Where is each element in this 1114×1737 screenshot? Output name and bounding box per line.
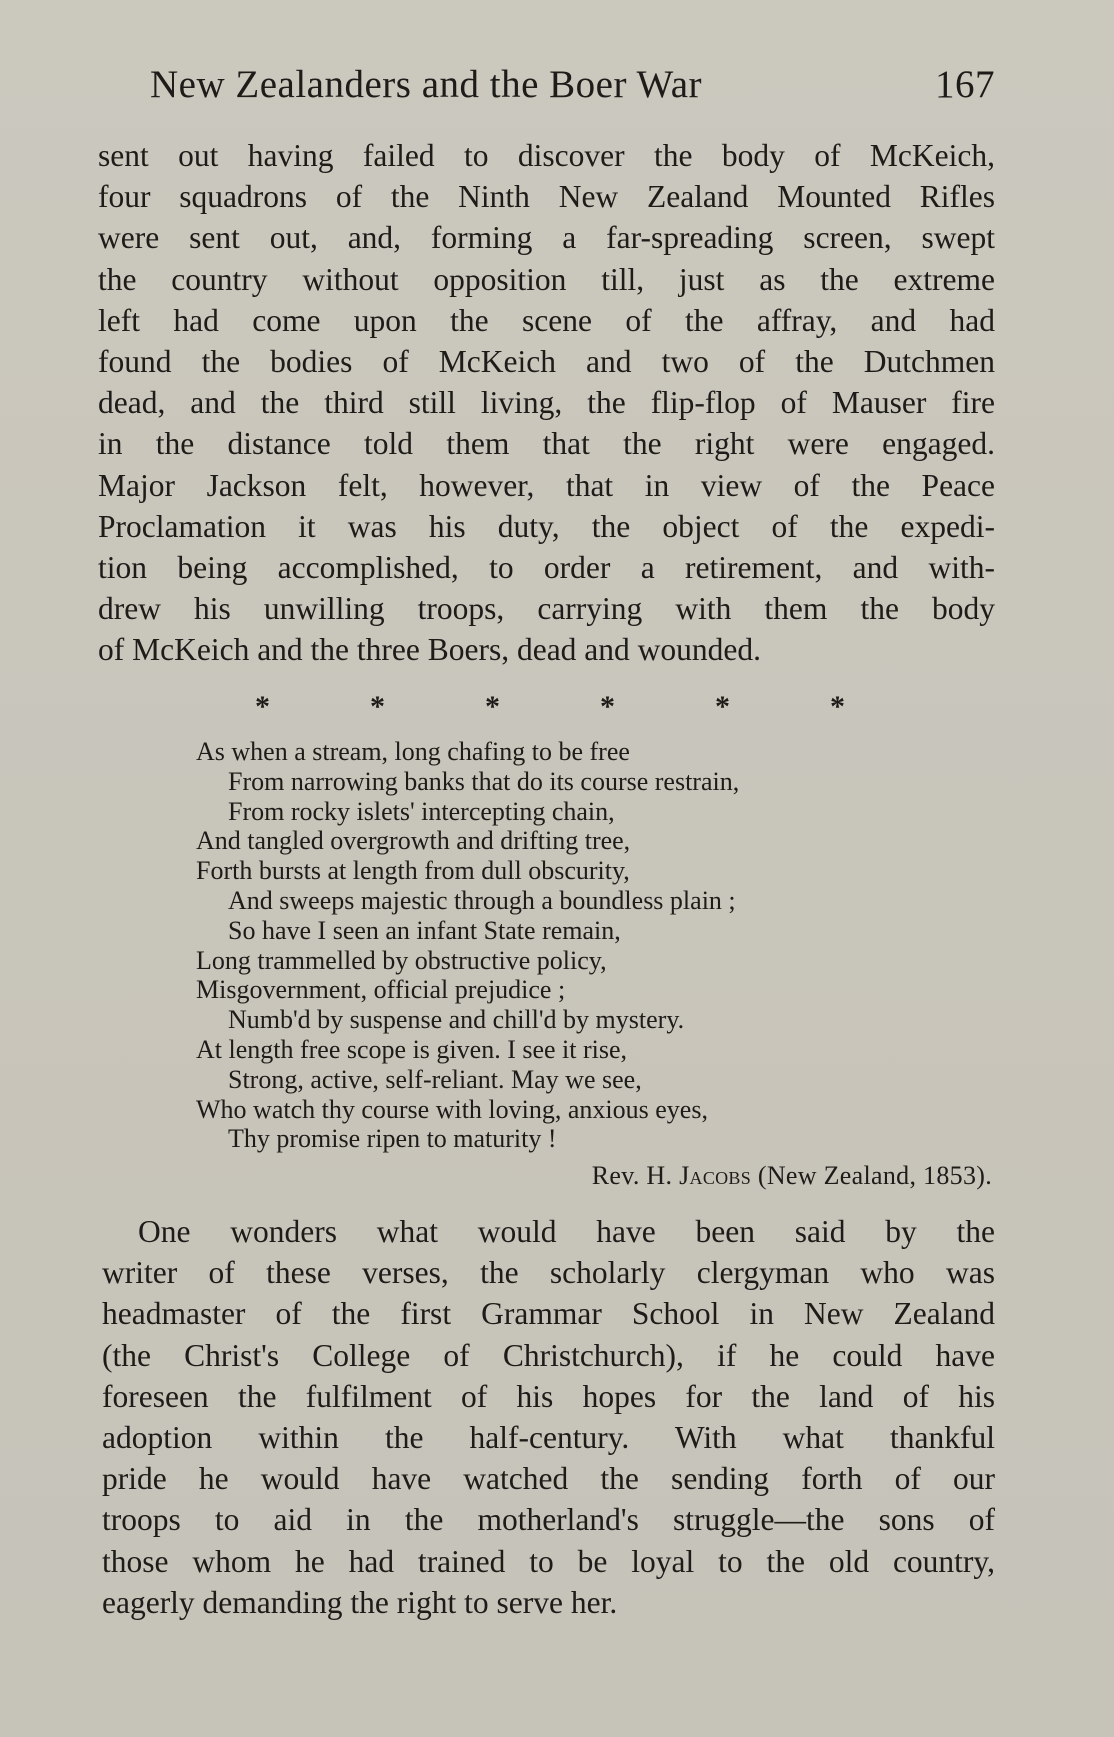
asterisk: *	[370, 690, 385, 723]
section-separator	[255, 690, 845, 724]
paragraph-2	[102, 1211, 995, 1623]
text-line: were sent out, and, forming a far-spreading screen, swept	[98, 220, 995, 256]
asterisk: *	[600, 690, 615, 723]
attribution-prefix: Rev. H.	[591, 1161, 680, 1190]
poem-line: Misgovernment, official prejudice ;	[196, 975, 566, 1005]
text-line: tion being accomplished, to order a retirement, and with-	[98, 549, 995, 585]
poem-line: At length free scope is given. I see it rise,	[196, 1034, 628, 1064]
poem-line: So have I seen an infant State remain,	[228, 915, 621, 945]
poem-line: Forth bursts at length from dull obscurity,	[196, 856, 630, 886]
poem-line: Strong, active, self-reliant. May we see,	[228, 1064, 642, 1094]
asterisk: *	[715, 690, 730, 723]
text-line: writer of these verses, the scholarly clergyman who was	[102, 1255, 995, 1291]
poem-quotation	[196, 737, 996, 1154]
poem-line: Who watch thy course with loving, anxious eyes,	[196, 1094, 708, 1124]
text-line: in the distance told them that the right were engaged.	[98, 426, 995, 462]
poem-line: And sweeps majestic through a boundless plain ;	[228, 885, 736, 915]
text-line: adoption within the half-century. With what thankful	[102, 1419, 995, 1455]
text-line: Proclamation it was his duty, the object of the expedi-	[98, 508, 995, 544]
text-line: foreseen the fulfilment of his hopes for the land of his	[102, 1378, 995, 1414]
text-line: Major Jackson felt, however, that in view of the Peace	[98, 467, 995, 503]
paragraph-1	[98, 135, 995, 670]
text-line: found the bodies of McKeich and two of the Dutchmen	[98, 343, 995, 379]
poem-line: Thy promise ripen to maturity !	[228, 1124, 557, 1154]
text-line: left had come upon the scene of the affray, and had	[98, 302, 995, 338]
text-line: dead, and the third still living, the flip-flop of Mauser fire	[98, 385, 995, 421]
text-line: pride he would have watched the sending forth of our	[102, 1461, 995, 1497]
text-line: troops to aid in the motherland's struggle—the sons of	[102, 1502, 995, 1538]
poem-line: Numb'd by suspense and chill'd by mystery.	[228, 1005, 685, 1035]
poem-line: Long trammelled by obstructive policy,	[196, 945, 607, 975]
attribution-suffix: (New Zealand, 1853).	[751, 1161, 992, 1190]
text-line: four squadrons of the Ninth New Zealand Mounted Rifles	[98, 179, 995, 215]
page-number: 167	[935, 63, 995, 106]
text-line: headmaster of the first Grammar School in New Zealand	[102, 1296, 995, 1332]
text-line: of McKeich and the three Boers, dead and wounded.	[98, 632, 762, 668]
asterisk: *	[830, 690, 845, 723]
text-line: the country without opposition till, just as the extreme	[98, 261, 995, 297]
poem-line: From rocky islets' intercepting chain,	[228, 796, 615, 826]
poem-line: From narrowing banks that do its course restrain,	[228, 766, 740, 796]
asterisk: *	[255, 690, 270, 723]
asterisk: *	[485, 690, 500, 723]
text-line: sent out having failed to discover the body of McKeich,	[98, 138, 995, 173]
text-line: (the Christ's College of Christchurch), if he could have	[102, 1337, 995, 1373]
running-header	[150, 62, 995, 112]
poem-line: And tangled overgrowth and drifting tree,	[196, 826, 631, 856]
text-line: eagerly demanding the right to serve her.	[102, 1584, 618, 1620]
poem-line: As when a stream, long chafing to be free	[196, 737, 630, 766]
text-line: One wonders what would have been said by the	[138, 1214, 995, 1249]
text-line: those whom he had trained to be loyal to the old country,	[102, 1543, 995, 1579]
poem-attribution	[592, 1161, 992, 1191]
attribution-author: Jacobs	[679, 1161, 752, 1190]
text-line: drew his unwilling troops, carrying with them the body	[98, 591, 995, 627]
running-title: New Zealanders and the Boer War	[150, 63, 702, 106]
